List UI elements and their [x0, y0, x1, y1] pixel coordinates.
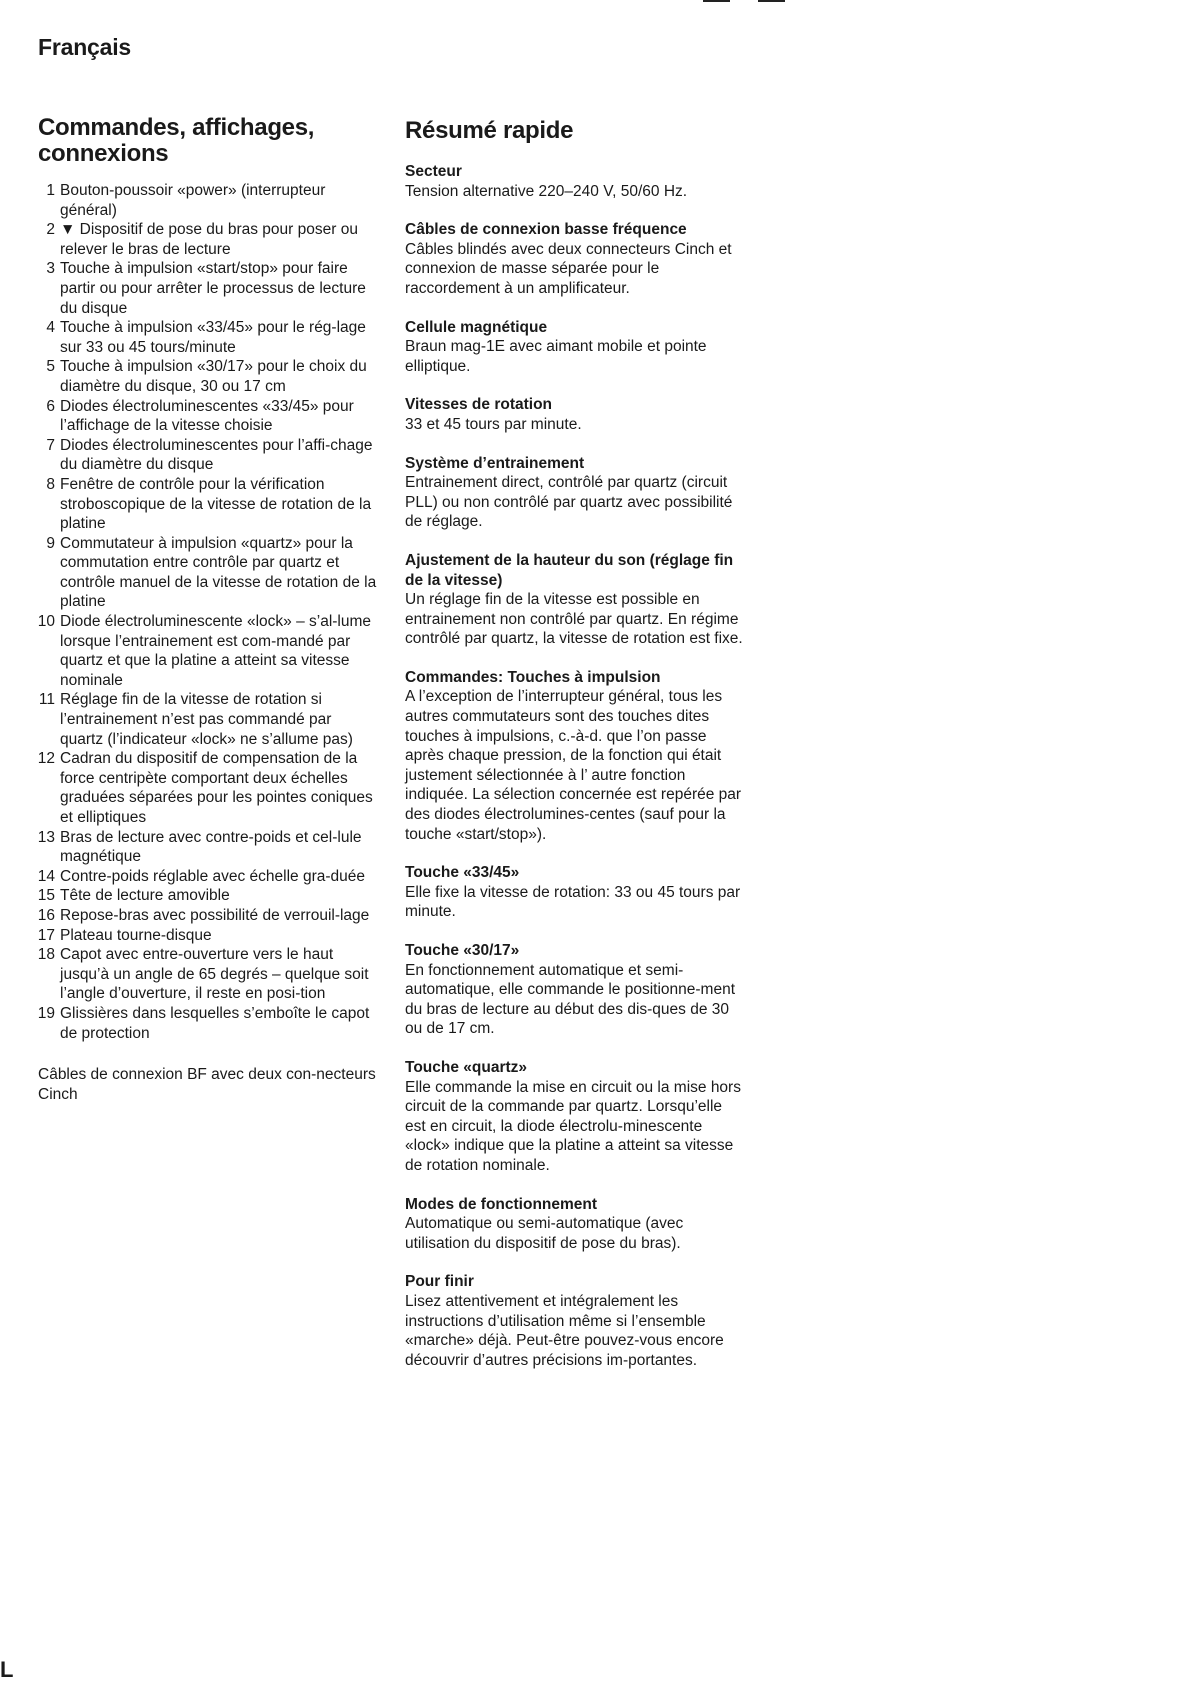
control-item-number: 2 — [46, 221, 55, 239]
control-item-text: Touche à impulsion «start/stop» pour faire partir ou pour arrêter le processus de lecture du disque — [60, 260, 366, 317]
control-item-text: Capot avec entre-ouverture vers le haut jusqu’à un angle de 65 degrés – quelque soit l’angle d’ouverture, il reste en posi-tion — [60, 946, 369, 1003]
spec-block — [405, 454, 745, 532]
connection-cables-note: Câbles de connexion BF avec deux con-necteurs Cinch — [38, 1066, 376, 1103]
control-item-number: 10 — [37, 613, 55, 631]
controls-title-line1: Commandes, affichages, — [38, 114, 315, 141]
control-item-text: ▼ Dispositif de pose du bras pour poser ou relever le bras de lecture — [60, 221, 358, 258]
spec-heading: Secteur — [405, 163, 462, 180]
control-item-text: Touche à impulsion «30/17» pour le choix du diamètre du disque, 30 ou 17 cm — [60, 358, 367, 395]
control-item — [38, 357, 378, 396]
spec-block — [405, 668, 745, 844]
control-item-number: 18 — [37, 946, 55, 964]
control-item — [38, 749, 378, 827]
control-item — [38, 1004, 378, 1043]
controls-column — [38, 115, 378, 1120]
summary-section-title: Résumé rapide — [405, 117, 574, 144]
spec-heading: Ajustement de la hauteur du son (réglage fin de la vitesse) — [405, 551, 734, 589]
spec-heading: Commandes: Touches à impulsion — [405, 668, 661, 686]
control-item-text: Contre-poids réglable avec échelle gra-duée — [60, 867, 366, 885]
control-item — [38, 828, 378, 867]
control-item-text: Diode électroluminescente «lock» – s’al-lume lorsque l’entrainement est com-mandé par quartz et que la platine a atteint sa vitesse nominale — [60, 613, 372, 689]
controls-section-title — [38, 115, 378, 167]
control-item — [38, 259, 378, 318]
spec-text: Entrainement direct, contrôlé par quartz (circuit PLL) ou non contrôlé par quartz avec possibilité de réglage. — [405, 474, 733, 531]
control-item-number: 5 — [46, 358, 55, 376]
spec-text: En fonctionnement automatique et semi-automatique, elle commande le positionne-ment du bras de lecture au début des dis-ques de 30 ou de 17 cm. — [405, 961, 735, 1038]
control-item-number: 1 — [46, 182, 55, 199]
spec-text: 33 et 45 tours par minute. — [405, 415, 582, 433]
spec-text: Câbles blindés avec deux connecteurs Cinch et connexion de masse séparée pour le raccordement à un amplificateur. — [405, 240, 732, 297]
control-item-text: Touche à impulsion «33/45» pour le rég-lage sur 33 ou 45 tours/minute — [60, 319, 366, 356]
spec-text: Tension alternative 220–240 V, 50/60 Hz. — [405, 182, 688, 200]
spec-block — [405, 1272, 745, 1370]
spec-heading: Modes de fonctionnement — [405, 1195, 598, 1213]
control-item-number: 11 — [38, 691, 55, 709]
spec-heading: Vitesses de rotation — [405, 396, 553, 414]
control-item-text: Repose-bras avec possibilité de verrouil-lage — [60, 906, 370, 924]
control-item-text: Diodes électroluminescentes pour l’affi-chage du diamètre du disque — [60, 436, 373, 474]
spec-block — [405, 395, 745, 434]
control-item-text: Diodes électroluminescentes «33/45» pour l’affichage de la vitesse choisie — [60, 397, 354, 435]
control-item — [38, 318, 378, 357]
page-marker: L — [0, 1657, 14, 1682]
control-item-number: 3 — [46, 260, 55, 278]
spec-heading: Cellule magnétique — [405, 318, 548, 336]
control-item-text: Bras de lecture avec contre-poids et cel-lule magnétique — [60, 828, 362, 866]
control-item — [38, 475, 378, 534]
spec-text: Braun mag-1E avec aimant mobile et pointe elliptique. — [405, 338, 707, 375]
spec-text: Automatique ou semi-automatique (avec utilisation du dispositif de pose du bras). — [405, 1215, 684, 1252]
top-crop-marks — [703, 0, 793, 2]
spec-block — [405, 1058, 745, 1176]
control-item-number: 15 — [37, 887, 55, 905]
control-item — [38, 906, 378, 926]
control-item-number: 7 — [46, 436, 55, 454]
control-item — [38, 612, 378, 690]
spec-block — [405, 941, 745, 1039]
spec-block — [405, 863, 745, 922]
control-item-text: Tête de lecture amovible — [60, 887, 230, 905]
control-item-number: 8 — [46, 475, 55, 493]
control-item-text: Glissières dans lesquelles s’emboîte le capot de protection — [60, 1004, 370, 1042]
control-item-number: 14 — [37, 867, 55, 885]
control-item — [38, 397, 378, 436]
control-item-text: Plateau tourne-disque — [60, 926, 212, 944]
control-item-text: Réglage fin de la vitesse de rotation si l’entrainement n’est pas commandé par quartz (l’indicateur «lock» ne s’allume pas) — [60, 691, 353, 748]
control-item-number: 12 — [37, 750, 55, 768]
spec-heading: Touche «30/17» — [405, 942, 520, 959]
control-item-number: 6 — [46, 397, 55, 415]
spec-text: Elle commande la mise en circuit ou la mise hors circuit de la commande par quartz. Lorsqu’elle est en circuit, la diode électrolu-minescente «lock» indique que la platine a atteint sa vitesse de rotation nominale. — [405, 1078, 741, 1174]
spec-text: Elle fixe la vitesse de rotation: 33 ou 45 tours par minute. — [405, 883, 741, 921]
control-item — [38, 181, 378, 220]
control-item — [38, 436, 378, 475]
spec-block — [405, 318, 745, 377]
spec-heading: Système d’entrainement — [405, 454, 585, 472]
control-item-number: 16 — [37, 906, 55, 924]
spec-heading: Pour finir — [405, 1273, 474, 1291]
spec-text: A l’exception de l’interrupteur général, tous les autres commutateurs sont des touches dites touches à impulsions, c.-à-d. que l’on passe après chaque pression, de la fonction qui était justement sélectionnée à l’ autre fonction indiquée. La sélection concernée est repérée par des diodes électrolumines-centes (sauf pour la touche «start/stop»). — [405, 688, 742, 843]
spec-block — [405, 162, 745, 201]
control-item — [38, 220, 378, 259]
spec-heading: Câbles de connexion basse fréquence — [405, 221, 687, 239]
control-item — [38, 945, 378, 1004]
control-item-number: 19 — [37, 1004, 55, 1022]
spec-text: Lisez attentivement et intégralement les instructions d’utilisation même si l’ensemble «marche» déjà. Peut-être pouvez-vous encore découvrir d’autres précisions im-portantes. — [405, 1292, 724, 1369]
control-item-text: Fenêtre de contrôle pour la vérification stroboscopique de la vitesse de rotation de la platine — [60, 475, 372, 533]
controls-list — [38, 181, 378, 1043]
control-item-text: Commutateur à impulsion «quartz» pour la commutation entre contrôle par quartz et contrôle manuel de la vitesse de rotation de la platine — [60, 534, 377, 611]
control-item — [38, 690, 378, 749]
summary-column — [405, 118, 745, 1389]
control-item — [38, 886, 378, 906]
spec-heading: Touche «quartz» — [405, 1058, 528, 1076]
control-item-number: 13 — [37, 828, 55, 846]
spec-text: Un réglage fin de la vitesse est possible en entrainement non contrôlé par quartz. En régime contrôlé par quartz, la vitesse de rotation est fixe. — [405, 591, 743, 648]
page-language-title: Français — [38, 34, 132, 60]
control-item-text: Bouton-poussoir «power» (interrupteur général) — [60, 182, 326, 219]
control-item-number: 17 — [37, 926, 55, 944]
spec-heading: Touche «33/45» — [405, 864, 520, 882]
spec-block — [405, 551, 745, 649]
control-item — [38, 926, 378, 946]
control-item — [38, 534, 378, 612]
control-item-number: 9 — [46, 534, 55, 552]
control-item-number: 4 — [46, 319, 55, 337]
spec-block — [405, 1195, 745, 1254]
controls-title-line2: connexions — [38, 140, 169, 167]
control-item-text: Cadran du dispositif de compensation de la force centripète comportant deux échelles graduées séparées pour les pointes coniques et elliptiques — [60, 750, 373, 826]
spec-block — [405, 220, 745, 298]
control-item — [38, 867, 378, 887]
